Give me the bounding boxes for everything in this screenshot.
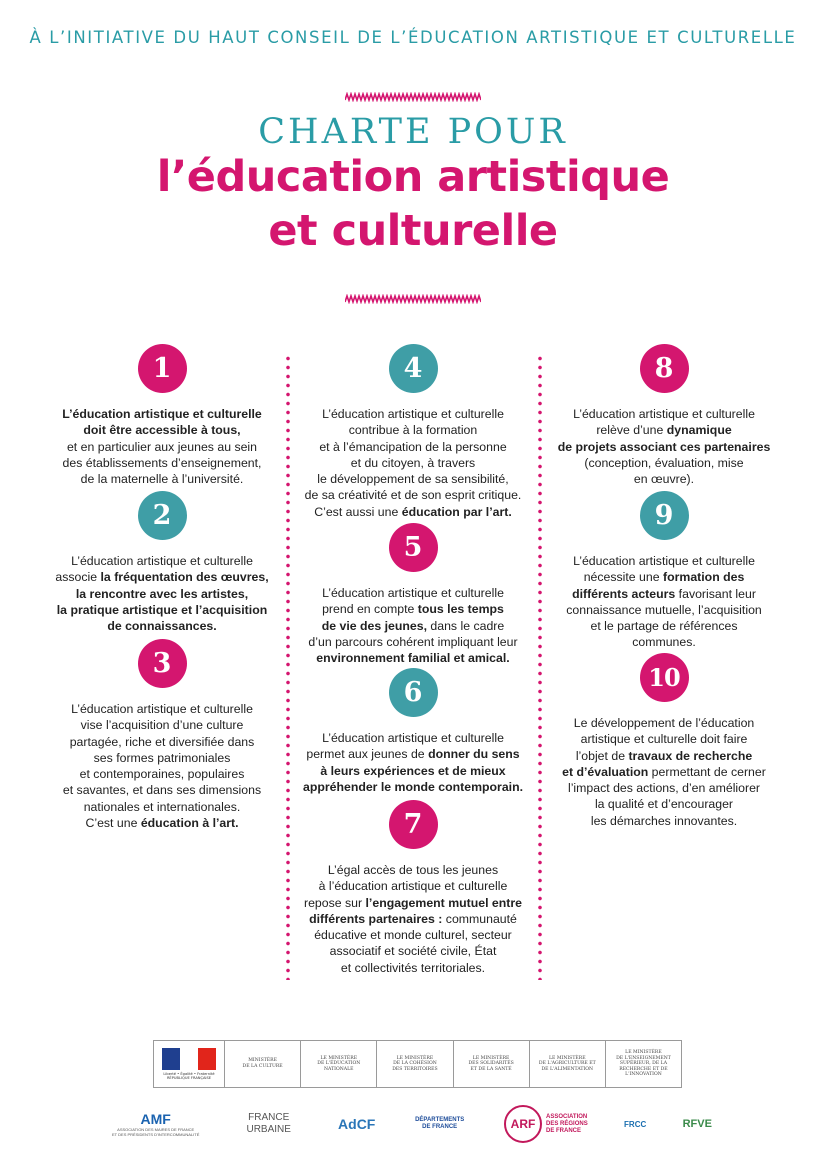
principle-2: [37, 491, 287, 634]
principle-8: [539, 344, 789, 487]
text-line: [288, 650, 538, 666]
text: relève d’une: [596, 423, 667, 438]
amf-logo: AMF ASSOCIATION DES MAIRES DE FRANCE ET DES PRÉSIDENTS D'INTERCOMMUNALITÉ: [112, 1111, 200, 1137]
text-line: [539, 471, 789, 487]
zigzag-divider-bottom: [345, 294, 481, 304]
text: prend en compte: [322, 602, 418, 617]
text-line: [37, 471, 287, 487]
ministry-agriculture: LE MINISTÈRE DE L'AGRICULTURE ET DE L'ALIMENTATION: [529, 1041, 605, 1087]
ministry-culture: MINISTÈRE DE LA CULTURE: [224, 1041, 300, 1087]
text: (conception, évaluation, mise: [584, 455, 744, 470]
text: L’égal accès de tous les jeunes: [327, 863, 499, 877]
bold-text: la rencontre avec les artistes,: [75, 586, 249, 601]
text: communauté: [442, 911, 517, 926]
adcf-logo: AdCF: [338, 1116, 376, 1132]
principle-5: [288, 523, 538, 666]
ministries-banner: [153, 1040, 682, 1088]
text-line: [288, 618, 538, 634]
principle-text: [37, 701, 287, 831]
number-badge: 5: [389, 523, 438, 572]
text: les démarches innovantes.: [590, 813, 738, 828]
text-line: [288, 439, 538, 455]
principle-text: [288, 585, 538, 666]
text-line: [539, 796, 789, 812]
bold-text: la pratique artistique et l’acquisition: [56, 602, 268, 617]
principle-10: [539, 653, 789, 829]
text: repose sur: [304, 895, 366, 910]
number-badge: 3: [138, 639, 187, 688]
ministry-sante: LE MINISTÈRE DES SOLIDARITÉS ET DE LA SANTÉ: [453, 1041, 529, 1087]
text-line: [37, 602, 287, 618]
text-line: [288, 585, 538, 601]
bold-text: de projets associant ces partenaires: [557, 439, 771, 454]
bold-text: la fréquentation des œuvres,: [100, 570, 269, 585]
text-line: [288, 730, 538, 746]
republique-francaise-text: Liberté • Égalité • Fraternité RÉPUBLIQUE FRANÇAISE: [163, 1071, 215, 1080]
text-line: [37, 618, 287, 634]
bold-text: et d’évaluation: [562, 764, 649, 779]
text: associatif et société civile, État: [329, 944, 497, 959]
text-line: [288, 895, 538, 911]
principle-text: [539, 715, 789, 829]
text-line: [288, 943, 538, 959]
text-line: [539, 439, 789, 455]
text: partagée, riche et diversifiée dans: [69, 734, 255, 749]
text-line: [288, 487, 538, 503]
text: favorisant leur: [675, 586, 756, 601]
initiative-heading: À L’INITIATIVE DU HAUT CONSEIL DE L’ÉDUCATION ARTISTIQUE ET CULTURELLE: [29, 28, 797, 47]
principle-text: [539, 406, 789, 487]
text-line: [37, 815, 287, 831]
text-line: [37, 799, 287, 815]
title-line-2: et culturelle: [268, 206, 558, 256]
text-line: [539, 634, 789, 650]
number-badge: 1: [138, 344, 187, 393]
text: L’éducation artistique et culturelle: [573, 407, 755, 421]
ministry-territoires: LE MINISTÈRE DE LA COHÉSION DES TERRITOIRES: [376, 1041, 452, 1087]
text: d’un parcours cohérent impliquant leur: [308, 634, 518, 649]
text: C’est aussi une: [314, 504, 402, 519]
text-line: [539, 780, 789, 796]
text: le développement de sa sensibilité,: [317, 472, 509, 487]
text: à l’éducation artistique et culturelle: [318, 879, 508, 894]
text: des établissements d’enseignement,: [62, 455, 262, 470]
text: l’impact des actions, d’en améliorer: [567, 781, 761, 796]
text-line: [539, 553, 789, 569]
text-line: [288, 746, 538, 762]
text: L’éducation artistique et culturelle: [322, 731, 504, 745]
text: L’éducation artistique et culturelle: [71, 554, 253, 568]
text: L’éducation artistique et culturelle: [71, 702, 253, 716]
bold-text: formation des: [663, 570, 745, 585]
text-line: [288, 911, 538, 927]
text: permettant de cerner: [648, 764, 766, 779]
text-line: [37, 766, 287, 782]
text-line: [288, 504, 538, 520]
text-line: [288, 422, 538, 438]
bold-text: à leurs expériences et de mieux: [320, 763, 506, 778]
text-line: [539, 813, 789, 829]
text-line: [37, 586, 287, 602]
bold-text: différents partenaires :: [309, 911, 443, 926]
bold-text: appréhender le monde contemporain.: [302, 779, 524, 794]
text-line: [539, 618, 789, 634]
text-line: [37, 406, 287, 422]
text: L’éducation artistique et culturelle: [322, 407, 504, 421]
principle-9: [539, 491, 789, 651]
bold-text: l’engagement mutuel entre: [365, 895, 522, 910]
text: L’éducation artistique et culturelle: [322, 586, 504, 600]
text-line: [37, 717, 287, 733]
text: et contemporaines, populaires: [79, 767, 245, 782]
text: de la maternelle à l’université.: [80, 472, 244, 487]
text-line: [37, 553, 287, 569]
text-line: [539, 731, 789, 747]
text: et à l’émancipation de la personne: [319, 439, 507, 454]
text-line: [539, 422, 789, 438]
number-badge: 4: [389, 344, 438, 393]
number-badge: 7: [389, 800, 438, 849]
principle-6: [288, 668, 538, 795]
bold-text: dynamique: [666, 423, 732, 438]
text-line: [288, 878, 538, 894]
principle-3: [37, 639, 287, 831]
principle-1: [37, 344, 287, 487]
number-badge: 2: [138, 491, 187, 540]
text-line: [37, 701, 287, 717]
principle-text: [539, 553, 789, 651]
title-prefix: CHARTE POUR: [258, 112, 568, 152]
bold-text: L’éducation artistique et culturelle: [62, 407, 262, 421]
text-line: [288, 455, 538, 471]
text: et savantes, et dans ses dimensions: [62, 783, 262, 798]
text-line: [37, 750, 287, 766]
text-line: [37, 569, 287, 585]
marianne-flag-icon: [162, 1048, 216, 1070]
bold-text: de vie des jeunes,: [321, 618, 427, 633]
text: C’est une: [85, 816, 141, 831]
text: de sa créativité et de son esprit critique.: [304, 488, 522, 503]
bold-text: tous les temps: [417, 602, 504, 617]
text: contribue à la formation: [348, 423, 478, 438]
france-urbaine-logo: FRANCE URBAINE: [246, 1112, 291, 1135]
principle-text: [288, 862, 538, 976]
text: communes.: [632, 635, 696, 650]
text-line: [288, 763, 538, 779]
text-line: [37, 422, 287, 438]
zigzag-divider-top: [345, 92, 481, 102]
text: vise l’acquisition d’une culture: [80, 718, 244, 733]
principle-text: [37, 406, 287, 487]
text: éducative et monde culturel, secteur: [314, 928, 512, 943]
number-badge: 10: [640, 653, 689, 702]
text-line: [288, 862, 538, 878]
text: nécessite une: [583, 570, 663, 585]
text: et collectivités territoriales.: [340, 960, 486, 975]
bold-text: doit être accessible à tous,: [83, 423, 241, 438]
text-line: [288, 634, 538, 650]
bold-text: travaux de recherche: [628, 748, 753, 763]
text: nationales et internationales.: [83, 799, 241, 814]
text-line: [288, 601, 538, 617]
principle-4: [288, 344, 538, 520]
text: et du citoyen, à travers: [350, 455, 476, 470]
text: associe: [55, 570, 101, 585]
bold-text: donner du sens: [428, 747, 520, 762]
partner-logos: [112, 1101, 712, 1147]
text-line: [539, 764, 789, 780]
ministry-education: LE MINISTÈRE DE L'ÉDUCATION NATIONALE: [300, 1041, 376, 1087]
text-line: [288, 406, 538, 422]
number-badge: 9: [640, 491, 689, 540]
text-line: [288, 927, 538, 943]
frcc-logo: FRCC: [624, 1119, 647, 1129]
principle-7: [288, 800, 538, 976]
text: en œuvre).: [633, 472, 695, 487]
text: L’éducation artistique et culturelle: [573, 554, 755, 568]
bold-text: environnement familial et amical.: [316, 651, 510, 666]
text-line: [539, 406, 789, 422]
number-badge: 6: [389, 668, 438, 717]
text-line: [539, 586, 789, 602]
text-line: [539, 748, 789, 764]
text: Le développement de l’éducation: [573, 716, 755, 730]
text: connaissance mutuelle, l’acquisition: [566, 602, 762, 617]
number-badge: 8: [640, 344, 689, 393]
text: artistique et culturelle doit faire: [580, 732, 748, 747]
text-line: [37, 455, 287, 471]
principle-text: [37, 553, 287, 634]
text-line: [288, 960, 538, 976]
title-line-1: l’éducation artistique: [156, 152, 670, 202]
bold-text: de connaissances.: [107, 619, 217, 634]
bold-text: éducation par l’art.: [401, 504, 512, 519]
text: permet aux jeunes de: [306, 747, 429, 762]
ministry-enseignement-superieur: LE MINISTÈRE DE L'ENSEIGNEMENT SUPÉRIEUR, DE LA RECHERCHE ET DE L'INNOVATION: [605, 1041, 681, 1087]
text: et en particulier aux jeunes au sein: [66, 439, 258, 454]
text-line: [539, 455, 789, 471]
text: et le partage de références: [590, 619, 738, 634]
republique-francaise-logo: [154, 1041, 224, 1087]
text-line: [539, 569, 789, 585]
text-line: [37, 439, 287, 455]
text: dans le cadre: [427, 618, 505, 633]
text: la qualité et d’encourager: [594, 797, 734, 812]
bold-text: éducation à l’art.: [140, 816, 239, 831]
text-line: [539, 602, 789, 618]
principle-text: [288, 730, 538, 795]
text: l’objet de: [575, 748, 629, 763]
text-line: [37, 734, 287, 750]
principle-text: [288, 406, 538, 520]
text-line: [288, 471, 538, 487]
departements-de-france-logo: DÉPARTEMENTS DE FRANCE: [415, 1117, 465, 1130]
rfve-logo: RFVE: [682, 1118, 712, 1130]
text-line: [37, 782, 287, 798]
arf-logo: ARF ASSOCIATION DES RÉGIONS DE FRANCE: [504, 1105, 588, 1143]
text: ses formes patrimoniales: [93, 750, 231, 765]
text-line: [288, 779, 538, 795]
bold-text: différents acteurs: [572, 586, 676, 601]
text-line: [539, 715, 789, 731]
page-title: [0, 150, 826, 258]
